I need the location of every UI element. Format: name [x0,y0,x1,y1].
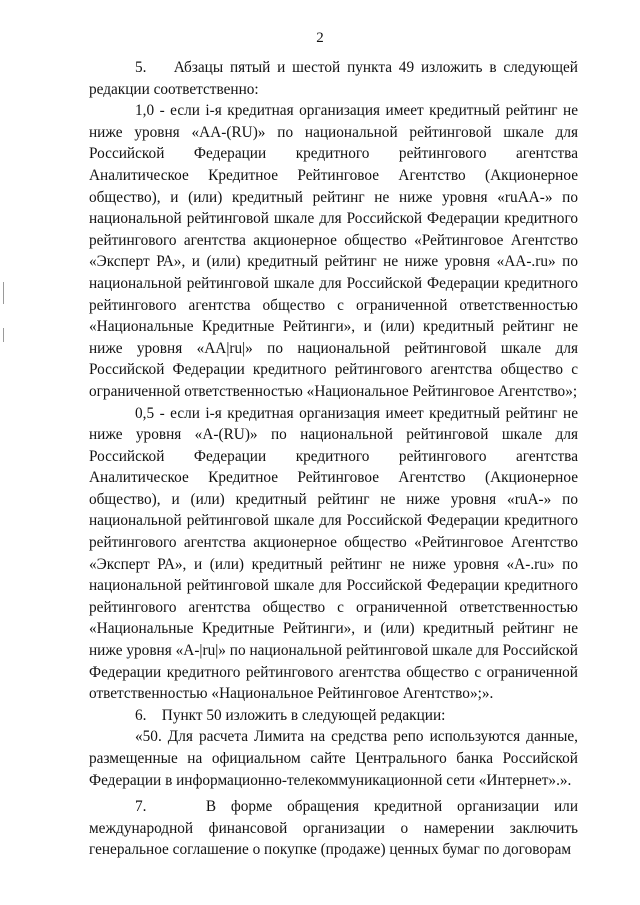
paragraph-item-7: 7. В форме обращения кредитной организации или международной финансовой организации о намерении заключить генеральное соглашение о покупке (продаже) ценных бумаг по договорам [89,798,578,859]
document-body [89,57,578,861]
paragraph-rating-0-5: 0,5 - если i-я кредитная организация имеет кредитный рейтинг не ниже уровня «А-(RU)» по национальной рейтинговой шкале для Российской Федерации кредитного рейтингового агентства Аналитическое Кредитное Рейтинговое Агентство (Акционерное общество), и (или) кредитный рейтинг не ниже уровня «ruA-» по национальной рейтинговой шкале для Российской Федерации кредитного рейтингового агентства акционерное общество «Рейтинговое Агентство «Эксперт РА», и (или) кредитный рейтинг не ниже уровня «А-.ru» по национальной рейтинговой шкале для Российской Федерации кредитного рейтингового агентства общество с ограниченной ответственностью «Национальные Кредитные Рейтинги», и (или) кредитный рейтинг не ниже уровня «A-|ru|» по национальной рейтинговой шкале для Российской Федерации кредитного рейтингового агентства общество с ограниченной ответственностью «Национальное Рейтинговое Агентство»;». [89,404,578,703]
scan-edge-mark-top [3,282,4,304]
paragraph-rating-1-0: 1,0 - если i-я кредитная организация имеет кредитный рейтинг не ниже уровня «АА-(RU)» по национальной рейтинговой шкале для Российской Федерации кредитного рейтингового агентства Аналитическое Кредитное Рейтинговое Агентство (Акционерное общество), и (или) кредитный рейтинг не ниже уровня «ruAA-» по национальной рейтинговой шкале для Российской Федерации кредитного рейтингового агентства акционерное общество «Рейтинговое Агентство «Эксперт РА», и (или) кредитный рейтинг не ниже уровня «АА-.ru» по национальной рейтинговой шкале для Российской Федерации кредитного рейтингового агентства общество с ограниченной ответственностью «Национальные Кредитные Рейтинги», и (или) кредитный рейтинг не ниже уровня «AA|ru|» по национальной рейтинговой шкале для Российской Федерации кредитного рейтингового агентства общество с ограниченной ответственностью «Национальное Рейтинговое Агентство»; [89,102,578,400]
scan-edge-mark-bottom [3,328,4,342]
paragraph-item-6: 6. Пункт 50 изложить в следующей редакции: [135,706,446,724]
paragraph-item-5: 5. Абзацы пятый и шестой пункта 49 изложить в следующей редакции соответственно: [89,59,578,98]
paragraph-quote-50: «50. Для расчета Лимита на средства репо используются данные, размещенные на официальном сайте Центрального банка Российской Федерации в информационно-телекоммуникационной сети «Интернет».». [89,728,578,789]
page-number: 2 [316,30,324,46]
